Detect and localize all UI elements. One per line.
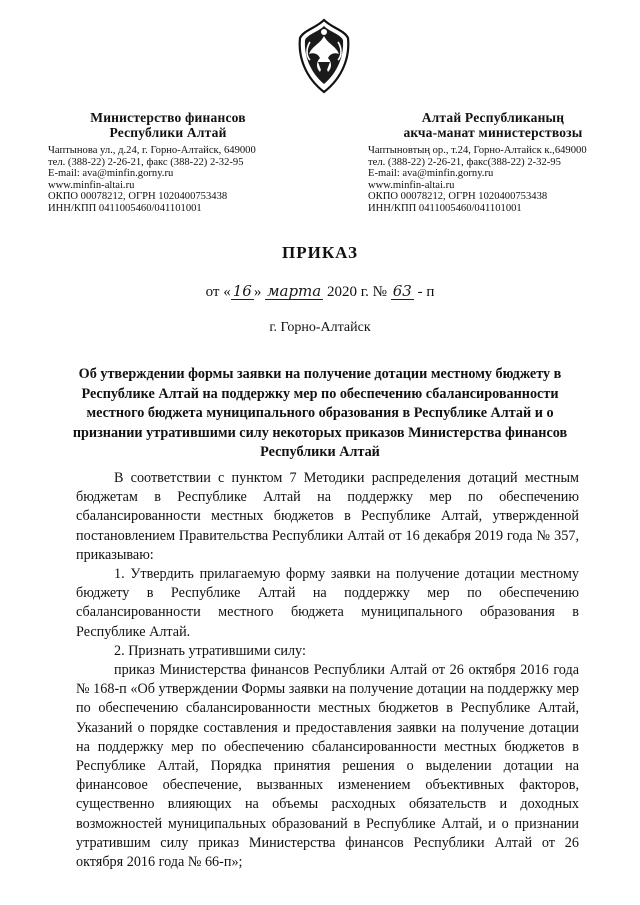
order-day: 16 — [232, 282, 252, 300]
preamble-paragraph: В соответствии с пунктом 7 Методики распределения дотаций местным бюджетам в Республике Алтай на поддержку мер по обеспечению сбалансированности местных бюджетов в Республике Алтай, утвержденной постановлением Правительства Республики Алтай от 16 декабря 2019 года № 357, приказываю: — [76, 470, 579, 563]
okpo-ru: ОКПО 00078212, ОГРН 1020400753438 — [48, 191, 228, 203]
inn-ru: ИНН/КПП 0411005460/041101001 — [48, 202, 202, 214]
order-number: 63 — [392, 282, 412, 300]
order-month: марта — [267, 282, 322, 300]
item-2-heading: 2. Признать утратившими силу: — [114, 642, 306, 659]
website-ru: www.minfin-altai.ru — [48, 179, 135, 191]
ministry-name-alt-line2: акча-манат министерствозы — [403, 125, 583, 140]
order-year: 2020 г. № — [323, 284, 391, 300]
email-ru: E-mail: ava@minfin.gorny.ru — [48, 168, 174, 180]
website-alt: www.minfin-altai.ru — [368, 179, 455, 191]
okpo-alt: ОКПО 00078212, ОГРН 1020400753438 — [368, 191, 548, 203]
header-right — [368, 110, 618, 215]
ministry-name-alt-line1: Алтай Республиканың — [421, 110, 565, 125]
republic-altai-emblem-icon — [296, 18, 352, 94]
item-1-paragraph: 1. Утвердить прилагаемую форму заявки на получение дотации местному бюджету в Республике Алтай на поддержку мер по обеспечению сбалансированности местного бюджета муниципального образования в Республике Алтай. — [76, 566, 579, 640]
inn-alt: ИНН/КПП 0411005460/041101001 — [368, 202, 522, 214]
order-prefix: от « — [205, 284, 231, 300]
email-alt: E-mail: ava@minfin.gorny.ru — [368, 168, 494, 180]
order-mid: » — [253, 284, 266, 300]
address-alt: Чаптыновтың ор., т.24, Горно-Алтайск к.,649000 — [368, 145, 587, 156]
document-body — [76, 469, 579, 872]
address-ru: Чаптынова ул., д.24, г. Горно-Алтайск, 649000 — [48, 145, 256, 156]
phone-ru: тел. (388-22) 2-26-21, факс (388-22) 2-32-95 — [48, 156, 244, 168]
city: г. Горно-Алтайск — [269, 320, 371, 335]
ministry-name-ru-line1: Министерство финансов — [90, 110, 246, 125]
ministry-name-ru-line2: Республики Алтай — [109, 125, 227, 140]
document-title: Об утверждении формы заявки на получение дотации местному бюджету в Республике Алтай на поддержку мер по обеспечению сбалансированности местного бюджета муниципального образования в Республике Алтай и о признании утратившими силу некоторых приказов Министерства финансов Республики Алтай — [72, 366, 568, 460]
phone-alt: тел. (388-22) 2-26-21, факс(388-22) 2-32-95 — [368, 156, 561, 168]
document-type: ПРИКАЗ — [282, 243, 358, 262]
header-left — [48, 110, 288, 215]
item-2-paragraph: приказ Министерства финансов Республики Алтай от 26 октября 2016 года № 168-п «Об утверждении Формы заявки на получение дотации на поддержку мер по обеспечению сбалансированности местных бюджетов в Республике Алтай, Указаний о порядке составления и предоставления заявки на получение дотации на поддержку мер по обеспечению сбалансированности местных бюджетов в Республике Алтай, Порядка принятия решения о выделении дотации на финансовое обеспечение, вызванных изменением объективных факторов, существенно влияющих на объемы расходных обязательств и доходных возможностей муниципальных образований в Республике Алтай, и о признании утратившим силу приказ Министерства финансов Республики Алтай от 26 октября 2016 года № 66-п»; — [76, 662, 579, 871]
order-date-number — [0, 284, 640, 301]
order-suffix: - п — [413, 284, 435, 300]
